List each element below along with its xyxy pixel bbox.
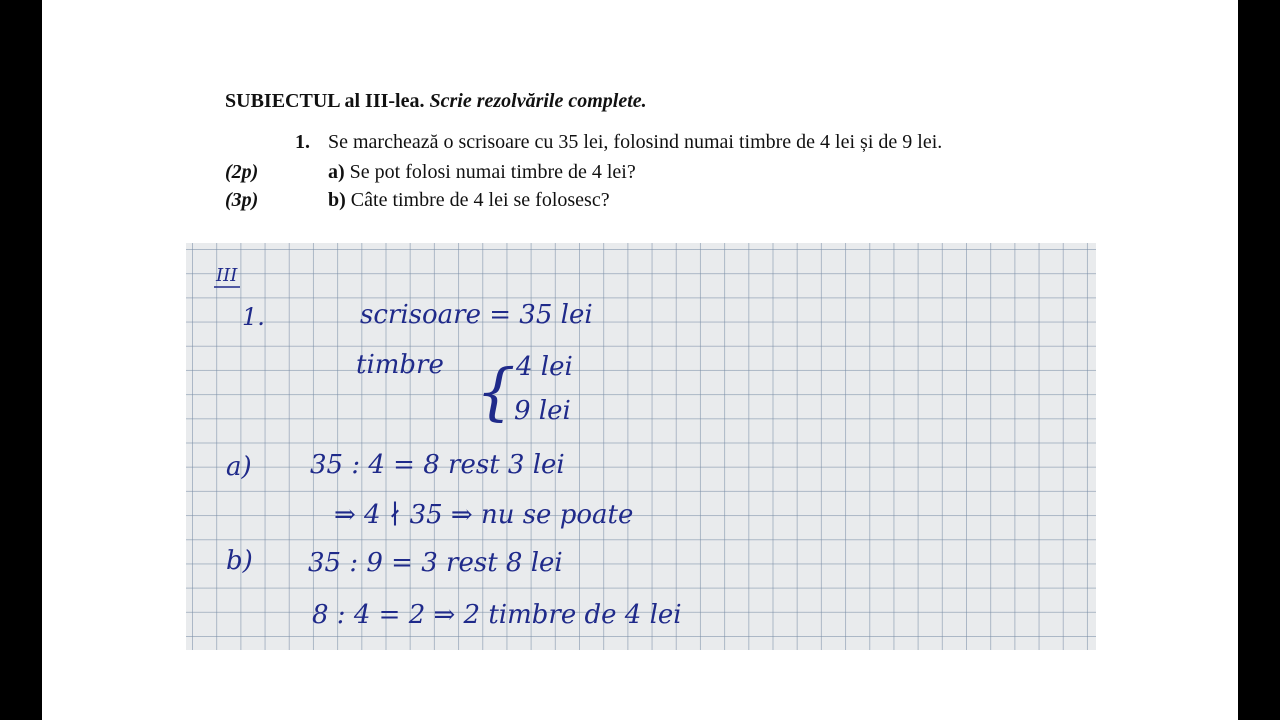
heading-italic: Scrie rezolvările complete. xyxy=(429,90,647,112)
problem-statement: Se marchează o scrisoare cu 35 lei, folosind numai timbre de 4 lei și de 9 lei. xyxy=(328,131,943,153)
hw-b-line2: 8 : 4 = 2 ⇒ 2 timbre de 4 lei xyxy=(312,600,682,630)
part-a-text: Se pot folosi numai timbre de 4 lei? xyxy=(349,161,636,183)
points-part-b: (3p) xyxy=(225,189,259,211)
part-a-question xyxy=(328,161,636,184)
handwritten-solution xyxy=(186,243,1096,650)
hw-b-label: b) xyxy=(226,546,253,576)
hw-a-line2: ⇒ 4 ∤ 35 ⇒ nu se poate xyxy=(334,500,634,530)
points-part-a: (2p) xyxy=(225,161,259,183)
hw-a-line1: 35 : 4 = 8 rest 3 lei xyxy=(310,450,565,480)
problem-number: 1. xyxy=(295,131,310,153)
part-b-label: b) xyxy=(328,189,346,211)
section-heading xyxy=(225,90,647,113)
hw-section: III xyxy=(216,265,238,286)
part-a-label: a) xyxy=(328,161,345,183)
hw-timbre: timbre xyxy=(356,350,444,380)
hw-a-label: a) xyxy=(226,452,252,482)
hw-option1: 4 lei xyxy=(516,352,573,382)
heading-bold: SUBIECTUL al III-lea. xyxy=(225,90,425,112)
part-b-question xyxy=(328,189,610,212)
hw-number: 1. xyxy=(242,303,265,331)
document-page xyxy=(42,0,1238,720)
hw-option2: 9 lei xyxy=(514,396,571,426)
hw-b-line1: 35 : 9 = 3 rest 8 lei xyxy=(308,548,563,578)
part-b-text: Câte timbre de 4 lei se folosesc? xyxy=(350,189,610,211)
hw-brace: { xyxy=(476,355,516,428)
hw-line1: scrisoare = 35 lei xyxy=(360,300,593,330)
notebook-photo xyxy=(186,243,1096,650)
